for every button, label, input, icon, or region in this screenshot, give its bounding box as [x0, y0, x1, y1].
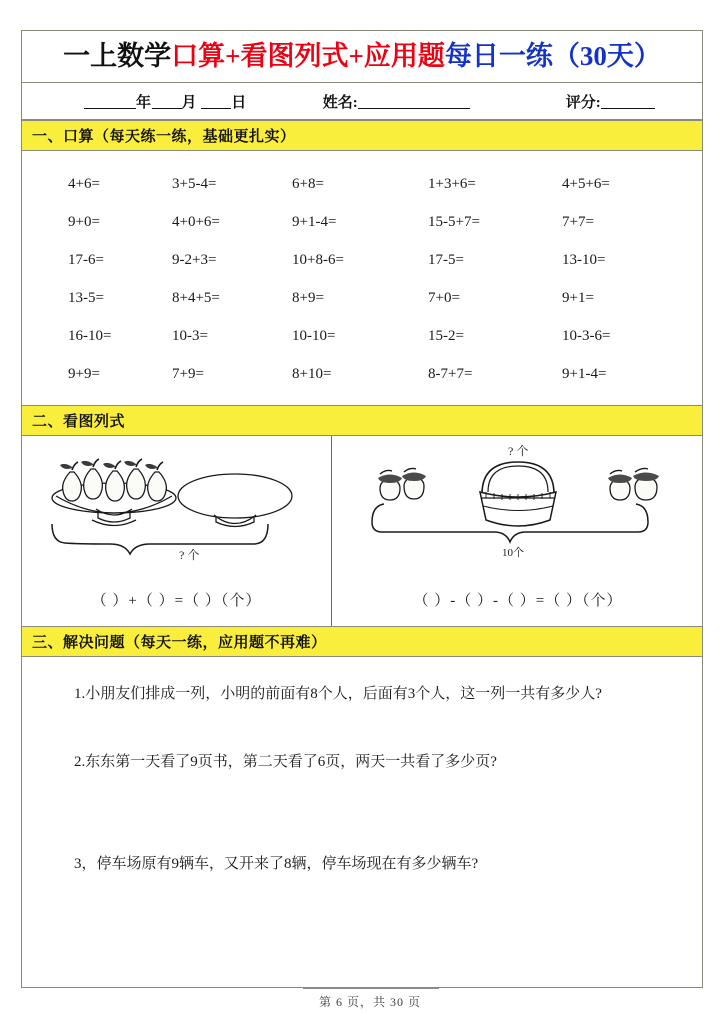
oral-cell[interactable]: 9+1-4=: [292, 213, 337, 230]
oral-row: [22, 241, 702, 279]
oral-cell[interactable]: 9+1-4=: [562, 365, 607, 382]
title-part-black: 一上数学: [63, 41, 172, 71]
oral-cell[interactable]: 10-3=: [172, 327, 208, 344]
name-field[interactable]: [323, 91, 470, 112]
page-title: [63, 43, 661, 70]
name-label: 姓名:: [322, 94, 358, 111]
page-footer: 第 6 页，共 30 页: [318, 995, 421, 1009]
oral-cell[interactable]: 9-2+3=: [172, 251, 217, 268]
oral-cell[interactable]: 4+6=: [68, 175, 100, 192]
oral-cell[interactable]: 17-5=: [428, 251, 464, 268]
oral-cell[interactable]: 8+4+5=: [172, 289, 220, 306]
oral-cell[interactable]: 16-10=: [68, 327, 112, 344]
year-label: 年: [136, 94, 152, 111]
oral-cell[interactable]: 15-2=: [428, 327, 464, 344]
oral-cell[interactable]: 13-10=: [562, 251, 606, 268]
acorns-brace-label: 10个: [502, 547, 524, 559]
oral-cell[interactable]: 15-5+7=: [428, 213, 480, 230]
oral-cell[interactable]: 4+5+6=: [562, 175, 610, 192]
oral-cell[interactable]: 7+0=: [428, 289, 460, 306]
name-blank[interactable]: [358, 96, 470, 109]
oral-cell[interactable]: 3+5-4=: [172, 175, 217, 192]
oral-cell[interactable]: 4+0+6=: [172, 213, 220, 230]
title-part-red: 口算+看图列式+应用题: [171, 41, 445, 71]
picture-problem-acorns: [331, 436, 704, 626]
student-info-row: [22, 83, 702, 120]
title-part-blue: 每日一练（30天）: [444, 41, 661, 71]
pears-brace-label: ? 个: [179, 548, 200, 562]
oral-row: [22, 279, 702, 317]
date-field[interactable]: [84, 91, 247, 112]
oral-cell[interactable]: 10-3-6=: [562, 327, 611, 344]
oral-cell[interactable]: 9+0=: [68, 213, 100, 230]
oral-cell[interactable]: 1+3+6=: [428, 175, 476, 192]
section-heading-oral: 一、口算（每天练一练，基础更扎实）: [22, 120, 702, 151]
footer-divider: [303, 988, 439, 989]
pear: [103, 461, 124, 501]
acorns-answer-blanks[interactable]: （ ）-（ ）-（ ）=（ ）（个）: [413, 593, 623, 609]
pears-balance-illustration: [22, 436, 331, 576]
acorn: [608, 470, 632, 500]
oral-cell[interactable]: 7+7=: [562, 213, 594, 230]
score-label: 评分:: [565, 94, 601, 111]
oral-cell[interactable]: 8-7+7=: [428, 365, 473, 382]
oral-row: [22, 355, 702, 393]
word-problem-2[interactable]: 2.东东第一天看了9页书，第二天看了6页，两天一共看了多少页?: [74, 754, 497, 770]
oral-cell[interactable]: 9+1=: [562, 289, 594, 306]
score-blank[interactable]: [601, 96, 655, 109]
acorns-top-label: ? 个: [508, 444, 529, 458]
oral-row: [22, 203, 702, 241]
pear: [124, 459, 145, 499]
oral-cell[interactable]: 9+9=: [68, 365, 100, 382]
oral-row: [22, 165, 702, 203]
worksheet-frame: [21, 30, 703, 988]
word-problem-1[interactable]: 1.小朋友们排成一列，小明的前面有8个人，后面有3个人，这一列一共有多少人?: [74, 686, 602, 702]
acorn: [633, 468, 659, 500]
word-problem-3[interactable]: 3，停车场原有9辆车，又开来了8辆，停车场现在有多少辆车?: [74, 856, 479, 872]
oral-cell[interactable]: 6+8=: [292, 175, 324, 192]
acorn: [402, 468, 426, 499]
month-blank[interactable]: [152, 96, 182, 109]
oral-cell[interactable]: 10-10=: [292, 327, 336, 344]
empty-plate: [178, 474, 292, 518]
pear: [145, 462, 166, 501]
title-row: [22, 31, 702, 83]
section-heading-word: 三、解决问题（每天一练，应用题不再难）: [22, 626, 702, 657]
pears-answer-blanks[interactable]: （ ）+（ ）=（ ）（个）: [91, 593, 262, 609]
section-heading-picture: 二、看图列式: [22, 405, 702, 436]
oral-cell[interactable]: 8+9=: [292, 289, 324, 306]
year-blank[interactable]: [84, 96, 136, 109]
oral-arithmetic-grid: [22, 151, 702, 405]
word-problems-area: [22, 657, 702, 987]
oral-cell[interactable]: 8+10=: [292, 365, 332, 382]
oral-cell[interactable]: 13-5=: [68, 289, 104, 306]
pears-balance-svg: [22, 436, 331, 576]
score-field[interactable]: [566, 91, 655, 112]
acorn: [378, 470, 402, 500]
oral-row: [22, 317, 702, 355]
oral-cell[interactable]: 17-6=: [68, 251, 104, 268]
basket: [480, 462, 556, 526]
picture-problems-row: [22, 436, 702, 626]
day-blank[interactable]: [201, 96, 231, 109]
oral-cell[interactable]: 10+8-6=: [292, 251, 344, 268]
day-label: 日: [231, 94, 247, 111]
oral-cell[interactable]: 7+9=: [172, 365, 204, 382]
pear: [81, 459, 102, 499]
acorns-basket-illustration: [332, 436, 704, 576]
month-label: 月: [181, 94, 198, 111]
pear: [60, 462, 81, 501]
picture-problem-pears: [22, 436, 331, 626]
